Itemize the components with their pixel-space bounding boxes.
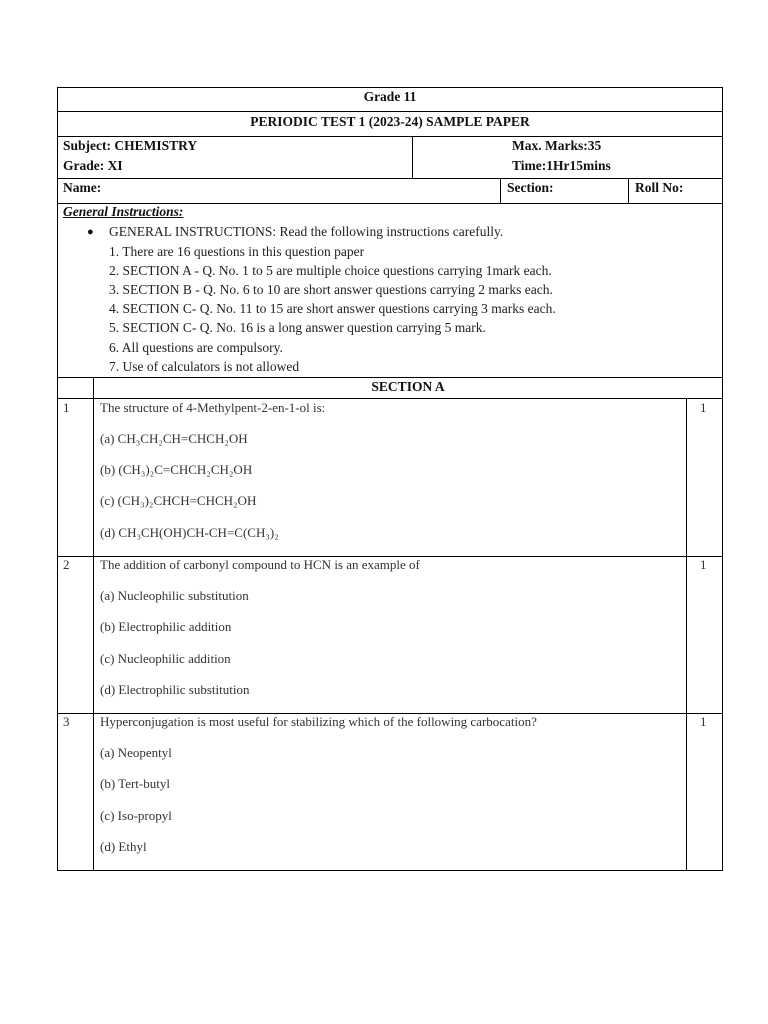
question-number: 2 [63, 557, 70, 572]
option: (a) CH₃CH₂CH=CHCH₂OH [100, 431, 248, 446]
instruction-item: 6. All questions are compulsory. [109, 340, 283, 355]
option: (c) (CH₃)₂CHCH=CHCH₂OH [100, 493, 257, 508]
divider [93, 377, 94, 871]
name-field-label: Name: [63, 180, 102, 195]
question-text: Hyperconjugation is most useful for stabilizing which of the following carbocation? [100, 714, 537, 729]
exam-paper [57, 87, 723, 871]
option: (d) CH₃CH(OH)CH-CH=C(CH₃)₂ [100, 525, 279, 540]
question-marks: 1 [700, 714, 707, 729]
grade-label: Grade: XI [63, 158, 123, 173]
section-field-label: Section: [507, 180, 554, 195]
divider [628, 178, 629, 203]
section-a-title: SECTION A [371, 379, 445, 394]
divider [686, 398, 687, 871]
instructions-heading: General Instructions: [63, 204, 184, 219]
question-text: The addition of carbonyl compound to HCN is an example of [100, 557, 420, 572]
option: (b) Electrophilic addition [100, 619, 232, 634]
instruction-item: 2. SECTION A - Q. No. 1 to 5 are multiple choice questions carrying 1mark each. [109, 263, 552, 278]
subject-label: Subject: CHEMISTRY [63, 138, 198, 153]
instruction-item: 3. SECTION B - Q. No. 6 to 10 are short answer questions carrying 2 marks each. [109, 282, 553, 297]
instruction-item: 1. There are 16 questions in this question paper [109, 244, 365, 259]
max-marks-label: Max. Marks:35 [512, 138, 602, 153]
divider [412, 136, 413, 178]
option: (c) Nucleophilic addition [100, 651, 231, 666]
option: (b) (CH₃)₂C=CHCH₂CH₂OH [100, 462, 253, 477]
instructions-intro: GENERAL INSTRUCTIONS: Read the following instructions carefully. [109, 224, 504, 239]
option: (a) Neopentyl [100, 745, 172, 760]
divider [57, 111, 723, 112]
test-title: PERIODIC TEST 1 (2023-24) SAMPLE PAPER [250, 114, 530, 129]
divider [500, 178, 501, 203]
question-marks: 1 [700, 400, 707, 415]
divider [57, 136, 723, 137]
option: (b) Tert-butyl [100, 776, 170, 791]
instruction-item: 7. Use of calculators is not allowed [109, 359, 300, 374]
question-text: The structure of 4-Methylpent-2-en-1-ol is: [100, 400, 326, 415]
question-number: 1 [63, 400, 70, 415]
time-label: Time:1Hr15mins [512, 158, 611, 173]
question-marks: 1 [700, 557, 707, 572]
grade-title: Grade 11 [363, 89, 417, 104]
divider [57, 377, 723, 378]
option: (a) Nucleophilic substitution [100, 588, 249, 603]
instruction-item: 4. SECTION C- Q. No. 11 to 15 are short answer questions carrying 3 marks each. [109, 301, 556, 316]
option: (c) Iso-propyl [100, 808, 172, 823]
instruction-item: 5. SECTION C- Q. No. 16 is a long answer question carrying 5 mark. [109, 320, 486, 335]
option: (d) Electrophilic substitution [100, 682, 250, 697]
divider [57, 398, 723, 399]
option: (d) Ethyl [100, 839, 147, 854]
roll-no-field-label: Roll No: [635, 180, 684, 195]
divider [57, 178, 723, 179]
bullet-icon: ● [87, 226, 94, 238]
question-number: 3 [63, 714, 70, 729]
